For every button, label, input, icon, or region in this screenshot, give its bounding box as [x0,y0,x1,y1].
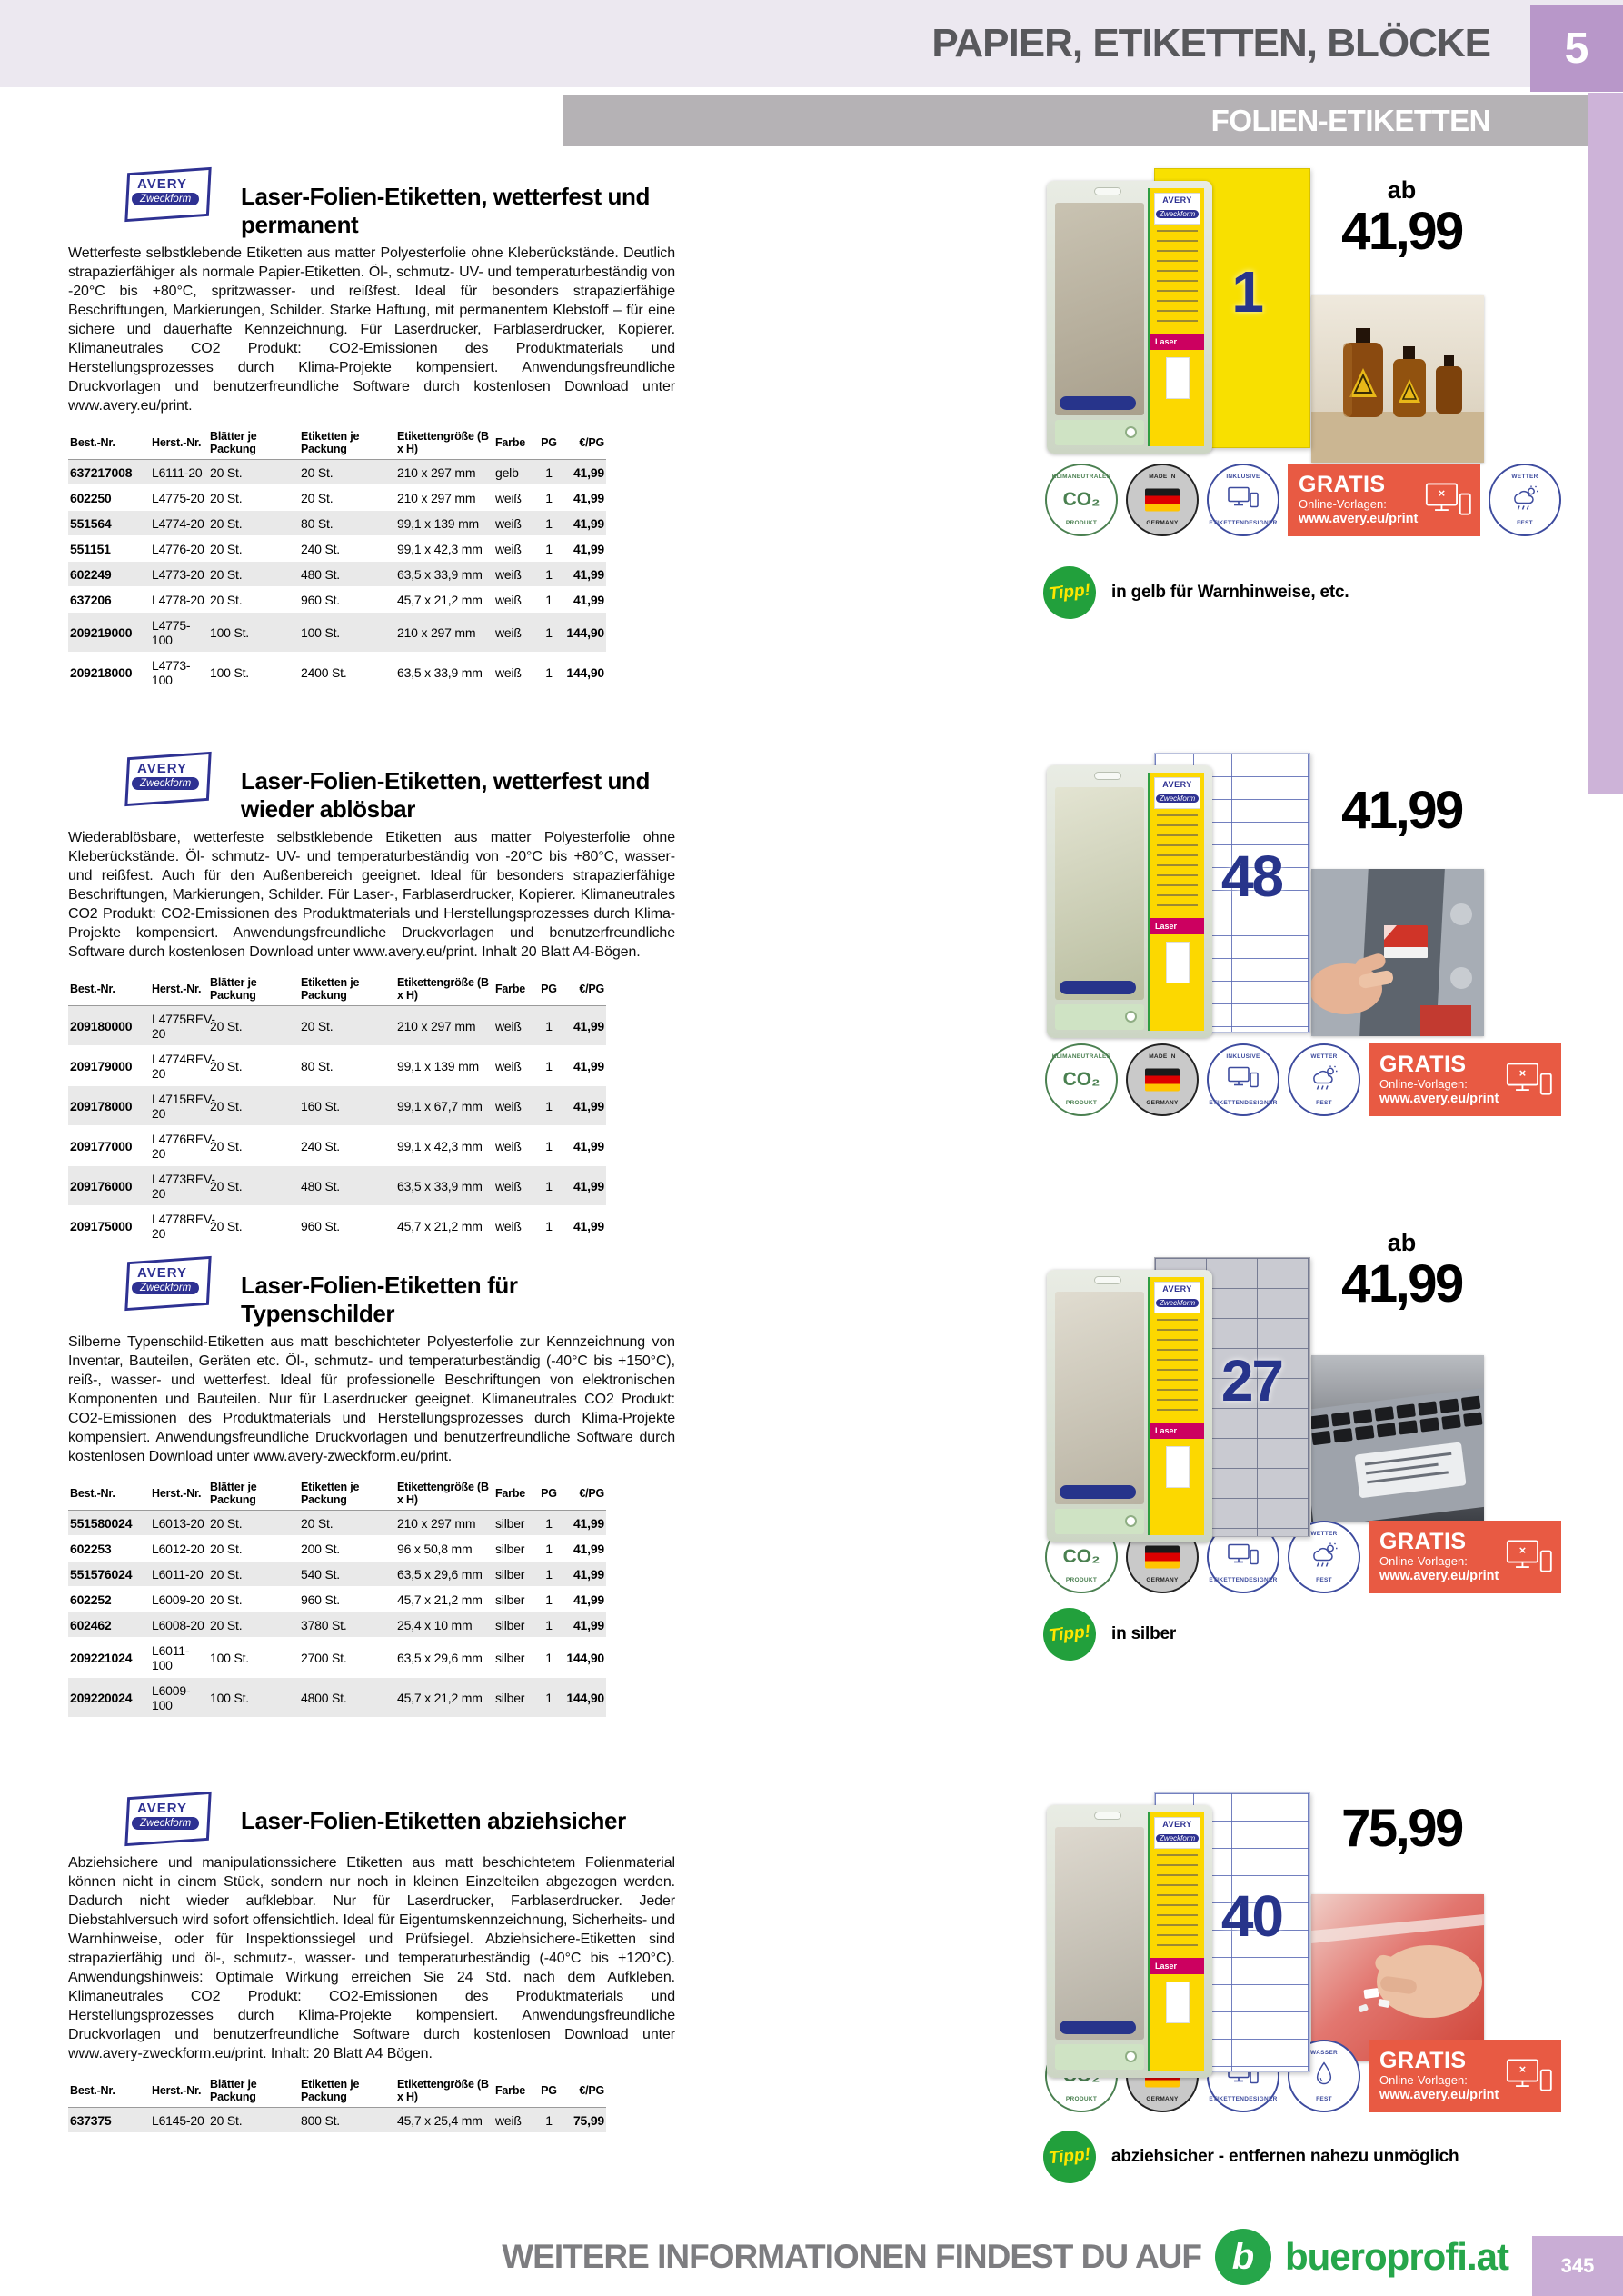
tipp-badge: Tipp! [1041,2128,1099,2186]
price-value: 41,99 [1341,781,1462,840]
product-section-wetterfest-permanent [0,168,1623,753]
application-photo-peel [1311,869,1484,1036]
product-section-wieder-abloesbar [0,753,1623,1257]
tipp-row [1043,566,1349,619]
table-row: 637206 L4778-20 20 St. 960 St. 45,7 x 21,2 mm weiß 1 41,99 [68,587,606,613]
table-row: 551580024 L6013-20 20 St. 20 St. 210 x 297 mm silber 1 41,99 [68,1511,606,1536]
application-photo-laptop [1311,1355,1484,1522]
table-row: 551151 L4776-20 20 St. 240 St. 99,1 x 42,3 mm weiß 1 41,99 [68,536,606,562]
product-table [68,425,606,693]
monitor-phone-icon [1228,487,1259,514]
header-bar [0,0,1623,87]
tipp-row [1043,1608,1176,1661]
product-visual [1047,753,1310,1043]
labels-per-sheet-count: 1 [1231,259,1262,324]
product-title: Laser-Folien-Etiketten für Typenschilder [241,1272,518,1327]
column-header: Best.-Nr. [68,1476,150,1511]
column-header: Farbe [493,972,537,1006]
column-header: Blätter je Packung [208,1476,299,1511]
table-row: 209219000 L4775-100 100 St. 100 St. 210 x 297 mm weiß 1 144,90 [68,613,606,653]
badge-klimaneutral-co2: KLIMANEUTRALES CO₂ PRODUKT [1045,1043,1118,1116]
cloud-sun-rain-icon [1309,1542,1339,1572]
product-package: AVERY Zweckform Laser [1047,1270,1212,1542]
badge-wetterfest: WETTER FEST [1288,1521,1360,1593]
category-bar [563,95,1588,146]
monitor-download-icon [1425,482,1472,518]
table-row: 209177000 L4776REV-20 20 St. 240 St. 99,1 x 42,3 mm weiß 1 41,99 [68,1126,606,1166]
product-description: Wetterfeste selbstklebende Etiketten aus matter Polyesterfolie ohne Kleberückstände. Deutlich strapazierfähiger als normale Papier-Etiketten. Öl-, schmutz- UV- und temperaturbeständig von -20°C bis +80°C, spritzwasser- und reißfest. Ideal für besonders strapazierfähige Beschriftungen, Markierungen, Schilder. Starke Haftung, mit permanentem Klebstoff – für eine sichere und dauerhafte Kennzeichnung. Für Laserdrucker, Farblaserdrucker, Kopierer. Klimaneutrales CO2 Produkt: CO2-Emissionen des Produktmaterials und Herstellungsprozesses durch Klima-Projekte kompensiert. Anwendungsfreundliche Druckvorlagen und benutzerfreundliche Software durch kostenlosen Download unter www.avery.eu/print. [68,245,675,414]
monitor-download-icon [1506,1539,1553,1575]
product-table [68,1476,606,1718]
column-header: €/PG [561,425,606,460]
badge-etikettendesigner: ETIKETTENDESIGNER [1207,2040,1279,2112]
price-value: 75,99 [1341,1799,1462,1858]
badge-etikettendesigner: ETIKETTENDESIGNER [1207,1521,1279,1593]
monitor-phone-icon [1228,1067,1259,1093]
table-row: 209220024 L6009-100 100 St. 4800 St. 45,7 x 21,2 mm silber 1 144,90 [68,1678,606,1718]
tipp-text: abziehsicher - entfernen nahezu unmöglich [1111,2147,1459,2166]
column-header: Etiketten je Packung [299,425,395,460]
column-header: Farbe [493,2073,537,2108]
table-header-row [68,2073,606,2108]
product-description: Wiederablösbare, wetterfeste selbstklebende Etiketten aus matter Polyesterfolie ohne Kleberückstände. Öl- schmutz- UV- und temperaturbeständig von -20°C bis +80°C, wasser- und reißfest. Auch für den Außenbereich geeignet. Ideal für besonders strapazierfähige Beschriftungen, Markierungen, Schilder. Für Laser-, Farblaserdrucker, Kopierer. Klimaneutrales CO2 Produkt: CO2-Emissionen des Produktmaterials und Herstellungsprozesses durch Klima-Projekte kompensiert. Anwendungsfreundliche Druckvorlagen und benutzerfreundliche Software durch kostenlosen Download unter www.avery.eu/print. Inhalt 20 Blatt A4-Bögen. [68,830,675,960]
table-row: 551576024 L6011-20 20 St. 540 St. 63,5 x 29,6 mm silber 1 41,99 [68,1562,606,1587]
bueroprofi-logo-icon: b [1215,2229,1271,2285]
badge-gratis-online-vorlagen: GRATIS Online-Vorlagen: www.avery.eu/print [1369,1043,1561,1116]
badge-wetterfest: WETTER FEST [1489,464,1561,536]
page-number: 345 [1560,2254,1595,2277]
price-prefix: ab [1387,176,1417,204]
table-row: 209178000 L4715REV-20 20 St. 160 St. 99,1 x 67,7 mm weiß 1 41,99 [68,1086,606,1126]
badge-gratis-online-vorlagen: GRATIS Online-Vorlagen: www.avery.eu/print [1369,2040,1561,2112]
laser-label: Laser [1150,1423,1204,1439]
badge-made-in-germany: MADE IN GERMANY [1126,464,1199,536]
germany-flag-icon [1145,1546,1180,1569]
column-header: Herst.-Nr. [150,1476,208,1511]
monitor-download-icon [1506,1062,1553,1098]
labels-per-sheet-count: 27 [1220,1348,1282,1413]
column-header: Etikettengröße (B x H) [395,972,493,1006]
product-package: AVERY Zweckform Laser [1047,1805,1212,2078]
application-photo-abziehsicher [1311,1894,1484,2061]
badge-klimaneutral-co2: PRODUKT [1045,2040,1118,2112]
product-description: Silberne Typenschild-Etiketten aus matt beschichteter Polyesterfolie zur Kennzeichnung von Inventar, Bauteilen, Geräten etc. Öl-, schmutz- und temperaturbeständig (-40°C bis +150°C), reiß-, wasser- und wetterfest. Ideal für professionelle Beschriftungen von elektronischen Komponenten und Bauteilen. Nur für Laserdrucker geeignet. Klimaneutrales CO2 Produkt: CO2-Emissionen des Produktmaterials und Herstellungsprozesses durch Klima-Projekte kompensiert. Anwendungsfreundliche Druckvorlagen und benutzerfreundliche Software durch kostenlosen Download unter www.avery-zweckform.eu/print. [68,1334,675,1464]
germany-flag-icon [1145,1069,1180,1092]
price-prefix: ab [1387,1229,1417,1256]
product-visual [1047,1792,1310,2083]
product-section-typenschilder [0,1229,1623,1792]
price [1309,781,1495,840]
product-section-abziehsicher [0,1792,1623,2220]
column-header: Blätter je Packung [208,972,299,1006]
column-header: Blätter je Packung [208,2073,299,2108]
product-title: Laser-Folien-Etiketten abziehsicher [241,1807,626,1834]
price-value: 41,99 [1341,202,1462,261]
badge-made-in-germany: MADE IN GERMANY [1126,1043,1199,1116]
column-header: Farbe [493,1476,537,1511]
column-header: €/PG [561,1476,606,1511]
column-header: Farbe [493,425,537,460]
tipp-badge: Tipp! [1041,564,1099,622]
table-row: 602252 L6009-20 20 St. 960 St. 45,7 x 21,2 mm silber 1 41,99 [68,1587,606,1612]
germany-flag-icon [1145,489,1180,512]
column-header: Best.-Nr. [68,972,150,1006]
table-header-row [68,972,606,1006]
avery-zweckform-logo: AVERY Zweckform [121,1257,215,1310]
column-header: Etikettengröße (B x H) [395,2073,493,2108]
table-row: 209221024 L6011-100 100 St. 2700 St. 63,5 x 29,6 mm silber 1 144,90 [68,1638,606,1678]
product-package [1047,181,1212,454]
product-package: AVERY Zweckform Laser [1047,765,1212,1038]
tipp-badge: Tipp! [1041,1605,1099,1663]
monitor-phone-icon [1228,1544,1259,1571]
footer-info-text: WEITERE INFORMATIONEN FINDEST DU AUF [502,2238,1201,2275]
chapter-number-badge [1530,5,1623,92]
badge-wasserfest: WASSER FEST [1288,2040,1360,2112]
product-table [68,972,606,1246]
product-table [68,2073,606,2133]
badge-gratis-online-vorlagen: GRATIS Online-Vorlagen: www.avery.eu/print [1288,464,1480,536]
product-title: Laser-Folien-Etiketten, wetterfest und wieder ablösbar [241,767,650,823]
page-number-badge [1532,2236,1623,2296]
badge-made-in-germany: GERMANY [1126,1521,1199,1593]
column-header: Etiketten je Packung [299,972,395,1006]
product-visual [1047,168,1310,459]
column-header: Herst.-Nr. [150,425,208,460]
badge-klimaneutral-co2: CO₂ PRODUKT [1045,1521,1118,1593]
table-row: 209176000 L4773REV-20 20 St. 480 St. 63,5 x 33,9 mm weiß 1 41,99 [68,1166,606,1206]
column-header: Best.-Nr. [68,2073,150,2108]
column-header: PG [537,425,561,460]
category-title: FOLIEN-ETIKETTEN [1210,103,1490,137]
table-row: 602253 L6012-20 20 St. 200 St. 96 x 50,8 mm silber 1 41,99 [68,1536,606,1562]
tamper-label-illustration [1311,1894,1484,2061]
badge-gratis-online-vorlagen: GRATIS Online-Vorlagen: www.avery.eu/print [1369,1521,1561,1593]
column-header: PG [537,2073,561,2108]
table-row: 209180000 L4775REV-20 20 St. 20 St. 210 x 297 mm weiß 1 41,99 [68,1006,606,1046]
column-header: PG [537,972,561,1006]
badges-row [1045,464,1561,536]
column-header: Best.-Nr. [68,425,150,460]
labels-per-sheet-count: 40 [1220,1883,1282,1949]
column-header: PG [537,1476,561,1511]
column-header: Herst.-Nr. [150,972,208,1006]
column-header: €/PG [561,972,606,1006]
bottles-illustration [1311,295,1484,463]
peel-label-illustration [1311,869,1484,1036]
page-title: PAPIER, ETIKETTEN, BLÖCKE [931,21,1490,65]
table-header-row [68,425,606,460]
table-row: 209175000 L4778REV-20 20 St. 960 St. 45,7 x 21,2 mm weiß 1 41,99 [68,1206,606,1246]
table-row: 209218000 L4773-100 100 St. 2400 St. 63,5 x 33,9 mm weiß 1 144,90 [68,653,606,693]
table-row: 602462 L6008-20 20 St. 3780 St. 25,4 x 10 mm silber 1 41,99 [68,1612,606,1638]
table-row: 209179000 L4774REV-20 20 St. 80 St. 99,1 x 139 mm weiß 1 41,99 [68,1046,606,1086]
avery-zweckform-mini-logo: AVERY Zweckform [1154,193,1200,225]
badges-row [1045,1043,1561,1116]
badge-etikettendesigner: INKLUSIVE ETIKETTENDESIGNER [1207,1043,1279,1116]
price [1309,1799,1495,1858]
cloud-sun-rain-icon [1309,1065,1339,1095]
badge-etikettendesigner: INKLUSIVE ETIKETTENDESIGNER [1207,464,1279,536]
avery-zweckform-logo: AVERY Zweckform [121,168,215,221]
tipp-text: in gelb für Warnhinweise, etc. [1111,583,1349,602]
application-photo-bottles [1311,295,1484,463]
footer [502,2229,1508,2285]
avery-zweckform-logo: AVERY Zweckform [121,1792,215,1845]
column-header: Etiketten je Packung [299,1476,395,1511]
tipp-row [1043,2131,1459,2183]
column-header: Etikettengröße (B x H) [395,1476,493,1511]
table-row: 602249 L4773-20 20 St. 480 St. 63,5 x 33,9 mm weiß 1 41,99 [68,562,606,587]
chapter-number: 5 [1564,25,1589,73]
table-row: 602250 L4775-20 20 St. 20 St. 210 x 297 mm weiß 1 41,99 [68,485,606,511]
water-drop-icon [1314,2061,1334,2091]
avery-zweckform-logo: AVERY Zweckform [121,753,215,805]
price [1309,175,1495,259]
product-description: Abziehsichere und manipulationssichere Etiketten aus matt beschichtetem Folienmaterial können nicht in einem Stück, sondern nur noch in kleinen Einzelteilen abgezogen werden. Dadurch nicht wieder aufklebbar. Nur für Laserdrucker, Farblaserdrucker. Jeder Diebstahlversuch wird sofort offensichtlich. Ideal für Eigentumskennzeichnung, Sicherheits- und Warnhinweise, oder für Inspektionssiegel und Prüfsiegel. Abziehsichere-Etiketten sind strapazierfähig und öl-, schmutz-, wasser- und temperaturbeständig (-40°C bis +120°C). Anwendungshinweis: Optimale Wirkung erreichen Sie 24 Std. nach dem Aufkleben. Klimaneutrales CO2 Produkt: CO2-Emissionen des Produktmaterials und Herstellungsprozesses durch Klima-Projekte kompensiert. Anwendungsfreundliche Druckvorlagen und benutzerfreundliche Software durch kostenlosen Download unter www.avery-zweckform.eu/print. Inhalt: 20 Blatt A4 Bögen. [68,1855,675,2061]
column-header: Etikettengröße (B x H) [395,425,493,460]
table-row: 637375 L6145-20 20 St. 800 St. 45,7 x 25,4 mm weiß 1 75,99 [68,2108,606,2133]
laser-label: Laser [1150,334,1204,350]
bueroprofi-link[interactable]: bueroprofi.at [1285,2235,1508,2278]
badge-klimaneutral-co2: KLIMANEUTRALES CO₂ PRODUKT [1045,464,1118,536]
table-header-row [68,1476,606,1511]
tipp-text: in silber [1111,1624,1177,1643]
laser-label: Laser [1150,1958,1204,1974]
product-visual [1047,1257,1310,1548]
badge-made-in-germany: GERMANY [1126,2040,1199,2112]
badge-wetterfest: WETTER FEST [1288,1043,1360,1116]
laser-label: Laser [1150,918,1204,934]
table-row: 637217008 L6111-20 20 St. 20 St. 210 x 297 mm gelb 1 41,99 [68,460,606,485]
labels-per-sheet-count: 48 [1220,844,1282,909]
table-row: 551564 L4774-20 20 St. 80 St. 99,1 x 139 mm weiß 1 41,99 [68,511,606,536]
column-header: Herst.-Nr. [150,2073,208,2108]
column-header: €/PG [561,2073,606,2108]
cloud-sun-rain-icon [1510,485,1539,515]
laptop-label-illustration [1311,1355,1484,1522]
column-header: Etiketten je Packung [299,2073,395,2108]
price-value: 41,99 [1341,1254,1462,1313]
price [1309,1228,1495,1312]
monitor-download-icon [1506,2058,1553,2094]
product-title: Laser-Folien-Etiketten, wetterfest und permanent [241,183,650,238]
column-header: Blätter je Packung [208,425,299,460]
